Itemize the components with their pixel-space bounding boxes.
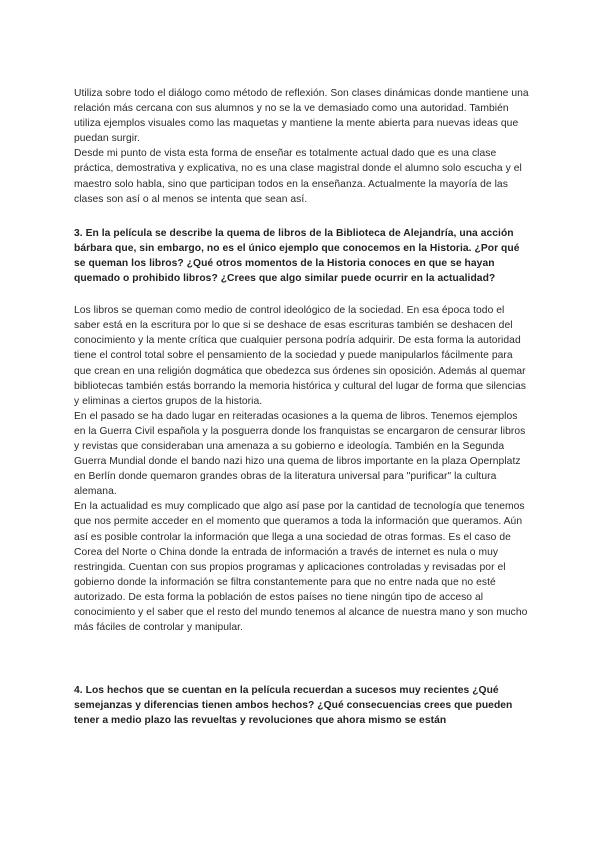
paragraph-book-burning-reasons: Los libros se queman como medio de control ideológico de la sociedad. En esa época todo el saber está en la escritura por lo que si se deshace de esas escrituras también se deshacen del conocimiento y la mente crítica que cualquier persona podría adquirir. De esta forma la autoridad tiene el control total sobre el pensamiento de la sociedad y puede manipularlos fácilmente para que crean en una religión dogmática que obedezca sus órdenes sin oposición. Además al quemar bibliotecas también estás borrando la memoria histórica y cultural del lugar de forma que silencias y eliminas a ciertos grupos de la historia. bbox=[74, 305, 526, 407]
paragraph-opinion: Desde mi punto de vista esta forma de enseñar es totalmente actual dado que es una clase práctica, demostrativa y explicativa, no es una clase magistral donde el alumno solo escucha y el maestro solo habla, sino que participan todos en la enseñanza. Actualmente la mayoría de las clases son así o al menos se intenta que sean así. bbox=[74, 148, 522, 205]
paragraph-historical-examples: En el pasado se ha dado lugar en reiteradas ocasiones a la quema de libros. Tenemos ejemplos en la Guerra Civil española y la posguerra donde los franquistas se encargaron de censurar libros y revistas que consideraban una amenaza a su gobierno e ideología. También en la Segunda Guerra Mundial donde el bando nazi hizo una quema de libros importante en la plaza Opernplatz en Berlín donde quemaron grandes obras de la literatura universal para "purificar" la cultura alemana. bbox=[74, 410, 526, 498]
question-3-heading: 3. En la película se describe la quema de libros de la Biblioteca de Alejandría, una acción bárbara que, sin embargo, no es el único ejemplo que conocemos en la Historia. ¿Por qué se queman los libros? ¿Qué otros momentos de la Historia conoces en que se hayan quemado o prohibido libros? ¿Crees que algo similar puede ocurrir en la actualidad? bbox=[74, 227, 520, 285]
question-4-heading: 4. Los hechos que se cuentan en la película recuerdan a sucesos muy recientes ¿Qué semejanzas y diferencias tienen ambos hechos? ¿Qué consecuencias crees que pueden tener a medio plazo las revueltas y revoluciones que ahora mismo se están bbox=[74, 685, 513, 727]
paragraph-teaching-method: Utiliza sobre todo el diálogo como método de reflexión. Son clases dinámicas donde mantiene una relación más cercana con sus alumnos y no se la ve demasiado como una autoridad. También utiliza ejemplos visuales como las maquetas y mantiene la mente abierta para nuevas ideas que puedan surgir. bbox=[74, 88, 529, 145]
paragraph-present-day: En la actualidad es muy complicado que algo así pase por la cantidad de tecnología que tenemos que nos permite acceder en el momento que queramos a toda la información que queramos. Aún así es posible controlar la información que llega a una sociedad de otras formas. Es el caso de Corea del Norte o China donde la entrada de información a través de internet es nula o muy restringida. Cuentan con sus propios programas y aplicaciones controladas y revisadas por el gobierno donde la información se filtra constantemente para que no entre nada que no esté autorizado. De esta forma la población de estos países no tiene ningún tipo de acceso al conocimiento y el saber que el resto del mundo tenemos al alcance de nuestra mano y son mucho más fáciles de controlar y manipular. bbox=[74, 501, 528, 634]
